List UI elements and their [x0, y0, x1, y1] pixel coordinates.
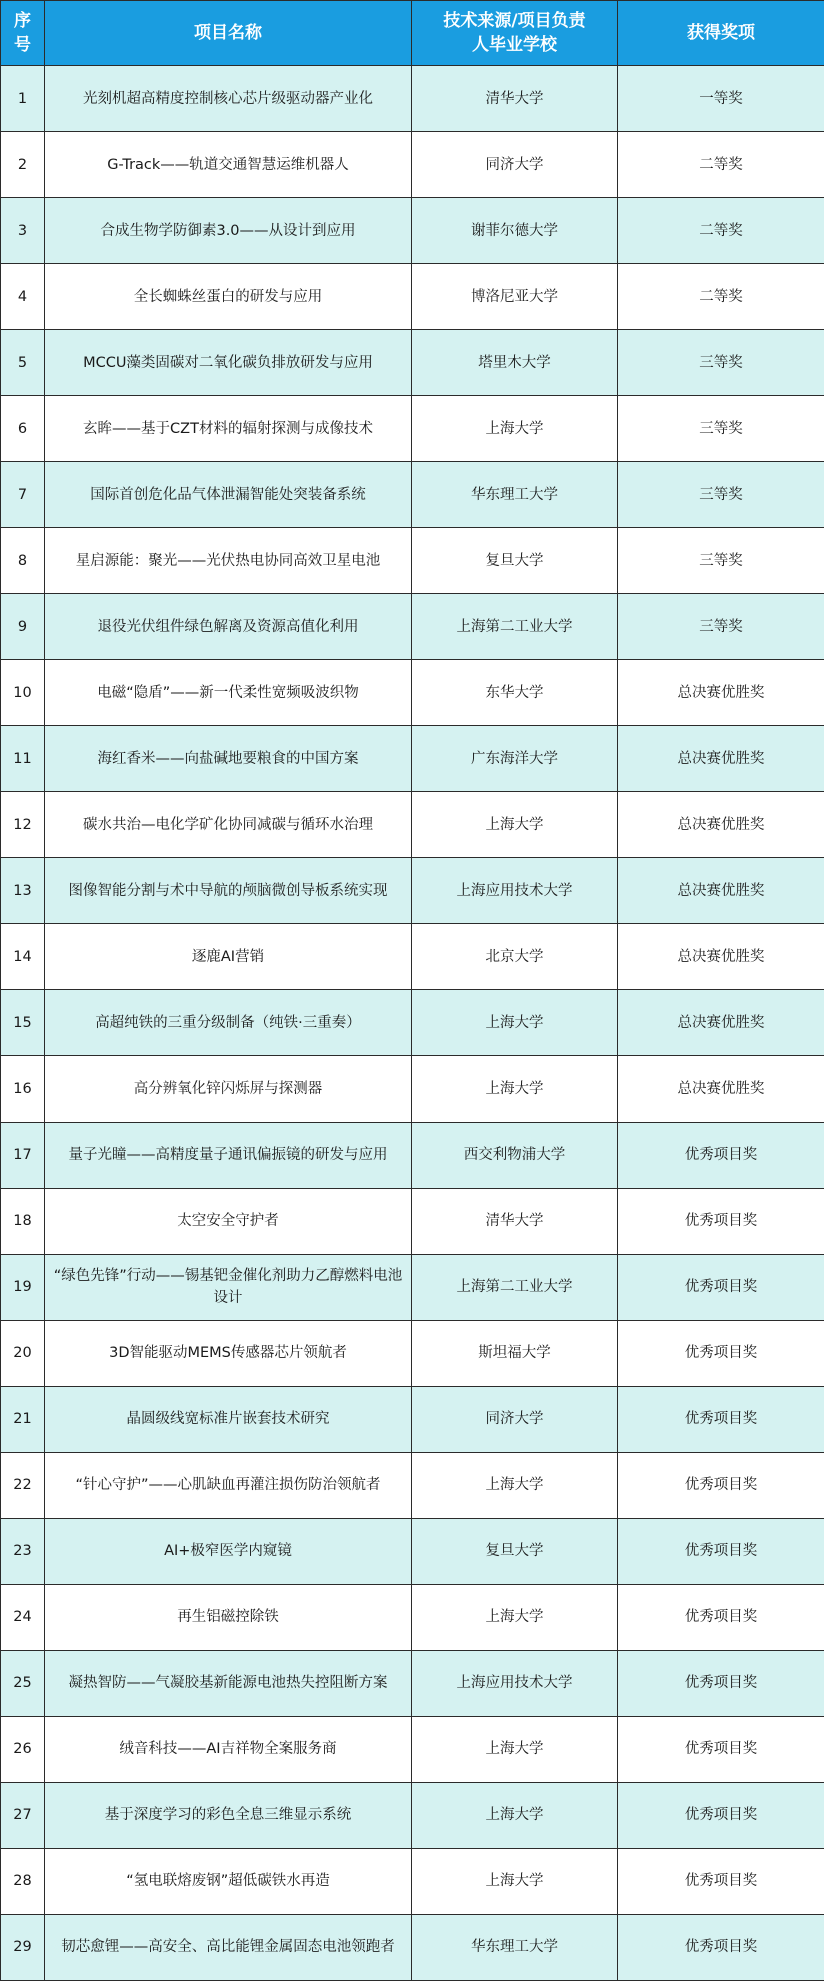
school-cell: 上海大学 [412, 990, 618, 1056]
school-cell: 上海第二工业大学 [412, 594, 618, 660]
row-index-cell: 6 [1, 396, 45, 462]
table-row [1, 1650, 824, 1716]
project-name-cell: 图像智能分割与术中导航的颅脑微创导板系统实现 [45, 858, 412, 924]
school-cell: 上海第二工业大学 [412, 1254, 618, 1320]
row-index-cell: 15 [1, 990, 45, 1056]
table-row [1, 1782, 824, 1848]
award-cell: 二等奖 [618, 132, 824, 198]
school-cell: 同济大学 [412, 1386, 618, 1452]
award-cell: 优秀项目奖 [618, 1782, 824, 1848]
header-index-line-1: 序 [14, 11, 31, 31]
project-name-cell: “绿色先锋”行动——锡基钯金催化剂助力乙醇燃料电池设计 [45, 1254, 412, 1320]
row-index-cell: 20 [1, 1320, 45, 1386]
project-name-cell: 逐鹿AI营销 [45, 924, 412, 990]
row-index-cell: 4 [1, 264, 45, 330]
school-cell: 上海大学 [412, 1452, 618, 1518]
table-row [1, 1716, 824, 1782]
award-cell: 优秀项目奖 [618, 1320, 824, 1386]
project-name-cell: 绒音科技——AI吉祥物全案服务商 [45, 1716, 412, 1782]
school-cell: 谢菲尔德大学 [412, 198, 618, 264]
award-cell: 优秀项目奖 [618, 1122, 824, 1188]
school-cell: 上海应用技术大学 [412, 858, 618, 924]
school-cell: 华东理工大学 [412, 462, 618, 528]
award-cell: 总决赛优胜奖 [618, 726, 824, 792]
project-name-cell: 玄眸——基于CZT材料的辐射探测与成像技术 [45, 396, 412, 462]
row-index-cell: 14 [1, 924, 45, 990]
row-index-cell: 13 [1, 858, 45, 924]
table-row [1, 1122, 824, 1188]
project-name-cell: 电磁“隐盾”——新一代柔性宽频吸波织物 [45, 660, 412, 726]
header-school-line-2: 人毕业学校 [472, 35, 557, 55]
project-name-cell: 星启源能：聚光——光伏热电协同高效卫星电池 [45, 528, 412, 594]
project-name-cell: G-Track——轨道交通智慧运维机器人 [45, 132, 412, 198]
row-index-cell: 19 [1, 1254, 45, 1320]
project-name-cell: 合成生物学防御素3.0——从设计到应用 [45, 198, 412, 264]
project-name-cell: 基于深度学习的彩色全息三维显示系统 [45, 1782, 412, 1848]
school-cell: 上海大学 [412, 1782, 618, 1848]
school-cell: 复旦大学 [412, 1518, 618, 1584]
project-name-cell: 碳水共治—电化学矿化协同减碳与循环水治理 [45, 792, 412, 858]
award-cell: 二等奖 [618, 264, 824, 330]
row-index-cell: 1 [1, 66, 45, 132]
award-cell: 总决赛优胜奖 [618, 924, 824, 990]
table-row [1, 1320, 824, 1386]
school-cell: 华东理工大学 [412, 1914, 618, 1980]
award-cell: 总决赛优胜奖 [618, 1056, 824, 1122]
table-row [1, 198, 824, 264]
row-index-cell: 3 [1, 198, 45, 264]
table-row [1, 924, 824, 990]
award-cell: 优秀项目奖 [618, 1584, 824, 1650]
school-cell: 上海大学 [412, 792, 618, 858]
school-cell: 清华大学 [412, 66, 618, 132]
award-cell: 优秀项目奖 [618, 1188, 824, 1254]
school-cell: 上海大学 [412, 396, 618, 462]
header-index [1, 1, 45, 66]
school-cell: 塔里木大学 [412, 330, 618, 396]
school-cell: 西交利物浦大学 [412, 1122, 618, 1188]
award-cell: 优秀项目奖 [618, 1254, 824, 1320]
table-row [1, 858, 824, 924]
table-row [1, 1914, 824, 1980]
school-cell: 博洛尼亚大学 [412, 264, 618, 330]
project-name-cell: AI+极窄医学内窥镜 [45, 1518, 412, 1584]
award-cell: 三等奖 [618, 330, 824, 396]
award-cell: 二等奖 [618, 198, 824, 264]
school-cell: 斯坦福大学 [412, 1320, 618, 1386]
table-row [1, 132, 824, 198]
school-cell: 清华大学 [412, 1188, 618, 1254]
table-row [1, 1386, 824, 1452]
row-index-cell: 26 [1, 1716, 45, 1782]
row-index-cell: 7 [1, 462, 45, 528]
award-cell: 三等奖 [618, 528, 824, 594]
row-index-cell: 11 [1, 726, 45, 792]
project-name-cell: “氢电联熔废钢”超低碳铁水再造 [45, 1848, 412, 1914]
table-row [1, 792, 824, 858]
table-row [1, 66, 824, 132]
table-row [1, 462, 824, 528]
header-school [412, 1, 618, 66]
award-cell: 总决赛优胜奖 [618, 792, 824, 858]
school-cell: 北京大学 [412, 924, 618, 990]
project-name-cell: 全长蜘蛛丝蛋白的研发与应用 [45, 264, 412, 330]
table-row [1, 264, 824, 330]
row-index-cell: 22 [1, 1452, 45, 1518]
table-row [1, 726, 824, 792]
project-name-cell: 海红香米——向盐碱地要粮食的中国方案 [45, 726, 412, 792]
award-cell: 总决赛优胜奖 [618, 660, 824, 726]
award-cell: 三等奖 [618, 462, 824, 528]
school-cell: 上海大学 [412, 1584, 618, 1650]
project-name-cell: 太空安全守护者 [45, 1188, 412, 1254]
row-index-cell: 10 [1, 660, 45, 726]
row-index-cell: 12 [1, 792, 45, 858]
award-cell: 总决赛优胜奖 [618, 990, 824, 1056]
table-row [1, 528, 824, 594]
project-name-cell: “针心守护”——心肌缺血再灌注损伤防治领航者 [45, 1452, 412, 1518]
award-cell: 优秀项目奖 [618, 1386, 824, 1452]
project-name-cell: 再生铝磁控除铁 [45, 1584, 412, 1650]
row-index-cell: 21 [1, 1386, 45, 1452]
school-cell: 上海大学 [412, 1056, 618, 1122]
table-body [1, 66, 824, 1981]
school-cell: 上海大学 [412, 1716, 618, 1782]
table-row [1, 1518, 824, 1584]
award-cell: 优秀项目奖 [618, 1848, 824, 1914]
award-cell: 优秀项目奖 [618, 1716, 824, 1782]
header-row [1, 1, 824, 66]
award-cell: 一等奖 [618, 66, 824, 132]
award-cell: 三等奖 [618, 594, 824, 660]
row-index-cell: 2 [1, 132, 45, 198]
row-index-cell: 24 [1, 1584, 45, 1650]
award-cell: 优秀项目奖 [618, 1914, 824, 1980]
project-name-cell: 韧芯愈锂——高安全、高比能锂金属固态电池领跑者 [45, 1914, 412, 1980]
school-cell: 广东海洋大学 [412, 726, 618, 792]
project-name-cell: 高分辨氧化锌闪烁屏与探测器 [45, 1056, 412, 1122]
project-name-cell: 光刻机超高精度控制核心芯片级驱动器产业化 [45, 66, 412, 132]
table-row [1, 594, 824, 660]
project-name-cell: 晶圆级线宽标准片嵌套技术研究 [45, 1386, 412, 1452]
award-cell: 总决赛优胜奖 [618, 858, 824, 924]
table-row [1, 1188, 824, 1254]
award-cell: 优秀项目奖 [618, 1518, 824, 1584]
row-index-cell: 28 [1, 1848, 45, 1914]
project-name-cell: 3D智能驱动MEMS传感器芯片领航者 [45, 1320, 412, 1386]
row-index-cell: 29 [1, 1914, 45, 1980]
award-cell: 优秀项目奖 [618, 1650, 824, 1716]
school-cell: 复旦大学 [412, 528, 618, 594]
school-cell: 上海大学 [412, 1848, 618, 1914]
table-row [1, 330, 824, 396]
row-index-cell: 18 [1, 1188, 45, 1254]
school-cell: 上海应用技术大学 [412, 1650, 618, 1716]
row-index-cell: 8 [1, 528, 45, 594]
header-school-line-1: 技术来源/项目负责 [443, 11, 586, 31]
school-cell: 东华大学 [412, 660, 618, 726]
award-cell: 优秀项目奖 [618, 1452, 824, 1518]
project-name-cell: MCCU藻类固碳对二氧化碳负排放研发与应用 [45, 330, 412, 396]
row-index-cell: 27 [1, 1782, 45, 1848]
table-row [1, 990, 824, 1056]
project-name-cell: 退役光伏组件绿色解离及资源高值化利用 [45, 594, 412, 660]
table-header [1, 1, 824, 66]
table-row [1, 1056, 824, 1122]
header-project-name: 项目名称 [45, 1, 412, 66]
project-name-cell: 高超纯铁的三重分级制备（纯铁·三重奏） [45, 990, 412, 1056]
table-row [1, 660, 824, 726]
row-index-cell: 17 [1, 1122, 45, 1188]
row-index-cell: 5 [1, 330, 45, 396]
row-index-cell: 9 [1, 594, 45, 660]
project-name-cell: 凝热智防——气凝胶基新能源电池热失控阻断方案 [45, 1650, 412, 1716]
table-row [1, 1848, 824, 1914]
project-name-cell: 量子光瞳——高精度量子通讯偏振镜的研发与应用 [45, 1122, 412, 1188]
row-index-cell: 25 [1, 1650, 45, 1716]
award-cell: 三等奖 [618, 396, 824, 462]
table-row [1, 1584, 824, 1650]
row-index-cell: 23 [1, 1518, 45, 1584]
table-row [1, 1254, 824, 1320]
row-index-cell: 16 [1, 1056, 45, 1122]
project-name-cell: 国际首创危化品气体泄漏智能处突装备系统 [45, 462, 412, 528]
header-index-line-2: 号 [14, 35, 31, 55]
table-row [1, 396, 824, 462]
header-award: 获得奖项 [618, 1, 824, 66]
table-row [1, 1452, 824, 1518]
school-cell: 同济大学 [412, 132, 618, 198]
